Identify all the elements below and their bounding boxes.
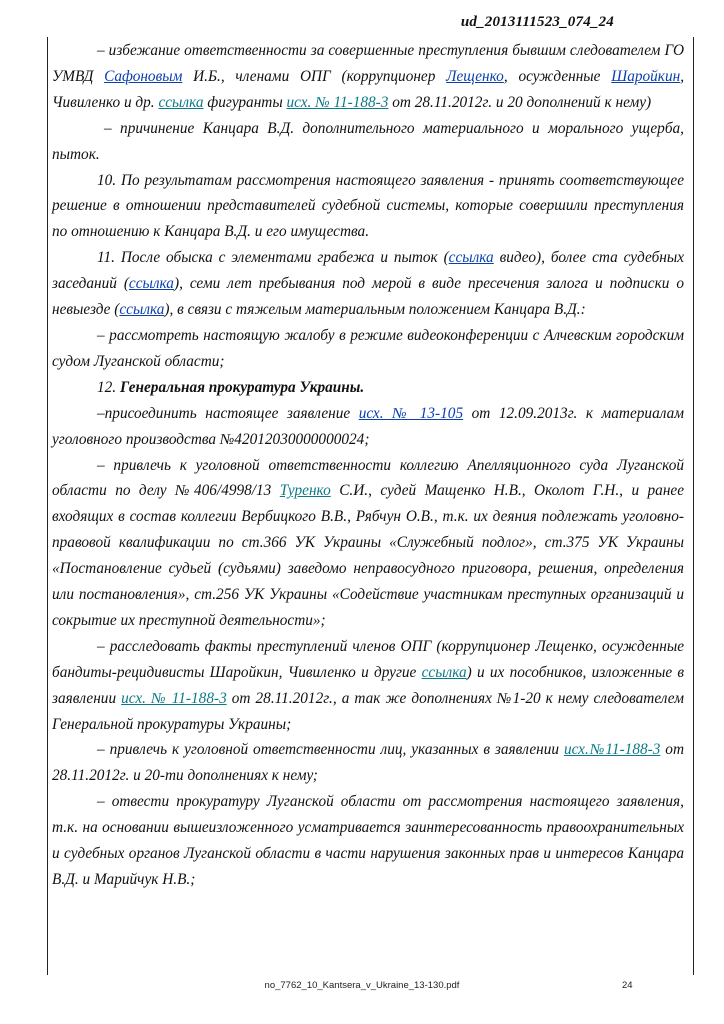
- link-reference[interactable]: ссылка: [158, 93, 204, 111]
- link-court-sessions[interactable]: ссылка: [128, 275, 174, 293]
- text: ) и их пособников, изложенные в заявлении: [52, 663, 685, 707]
- link-bail[interactable]: ссылка: [119, 301, 165, 319]
- paragraph-item-11: [52, 245, 684, 323]
- link-leshchenko[interactable]: Лещенко: [446, 67, 504, 85]
- text: –присоединить настоящее заявление: [97, 404, 359, 422]
- text: 11. После обыска с элементами грабежа и пыток (: [97, 249, 449, 267]
- paragraph-prosecute-court: [52, 453, 684, 634]
- link-sharoykin[interactable]: Шаройкин: [611, 67, 681, 85]
- paragraph-videoconference: – рассмотреть настоящую жалобу в режиме видеоконференции с Алчевским городским судом Луганской области;: [52, 326, 684, 370]
- section-heading: Генеральная прокуратура Украины.: [119, 378, 365, 396]
- text: от 28.11.2012г. и 20-ти дополнениях к нему;: [52, 741, 684, 785]
- link-video[interactable]: ссылка: [448, 249, 494, 267]
- link-reference-2[interactable]: ссылка: [421, 663, 467, 681]
- link-outgoing-11-188-3[interactable]: исх. № 11-188-3: [286, 93, 389, 111]
- link-outgoing-11-188-3-b[interactable]: исх. № 11-188-3: [121, 689, 227, 707]
- text: фигуранты: [203, 93, 287, 111]
- text: , осужденные: [503, 67, 612, 85]
- text: – расследовать факты преступлений членов ОПГ (коррупционер Лещенко, осужденные бандиты-рецидивисты Шаройкин, Чивиленко и другие: [52, 637, 684, 681]
- paragraph-damage: – причинение Канцара В.Д. дополнительного материального и морального ущерба, пыток.: [52, 119, 684, 163]
- link-outgoing-13-105[interactable]: исх. № 13-105: [358, 404, 464, 422]
- text: И.Б., членами ОПГ (коррупционер: [182, 67, 447, 85]
- paragraph-recuse: – отвести прокуратуру Луганской области от рассмотрения настоящего заявления, т.к. на основании вышеизложенного усматривается заинтересованность правоохранительных и судебных органов Луганской области в части нарушения законных прав и интересов Канцара В.Д. и Марийчук Н.В.;: [52, 793, 684, 888]
- text: , Чивиленко и др.: [52, 67, 685, 111]
- footer-filename: no_7762_10_Kantsera_v_Ukraine_13-130.pdf: [264, 980, 460, 991]
- item-number: 12.: [97, 378, 120, 396]
- text: от 28.11.2012г. и 20 дополнений к нему): [388, 93, 652, 111]
- text: С.И., судей Мащенко Н.В., Околот Г.Н., и ранее входящих в состав коллегии Вербицкого В.В., Рябчун О.В., т.к. их деяния подлежать уголовно-правовой квалификации по ст.366 УК Украины «Служебный подлог», ст.375 УК Украины «Постановление судьей (судьями) заведомо неправосудного приговора, решения, определения или постановления», ст.256 УК Украины «Содействие участникам преступных организаций и сокрытие их преступной деятельности»;: [52, 482, 684, 629]
- text: – привлечь к уголовной ответственности коллегию Апелляционного суда Луганской области по делу №406/4998/13: [52, 456, 684, 500]
- paragraph-item-12: [52, 375, 684, 401]
- text: ), семи лет пребывания под мерой в виде пресечения залога и подписки о невыезде (: [52, 275, 684, 319]
- link-outgoing-11-188-3-c[interactable]: исх.№11-188-3: [563, 741, 661, 759]
- paragraph-avoidance: [52, 38, 684, 116]
- text: – избежание ответственности за совершенные преступления бывшим следователем ГО УМВД: [52, 42, 684, 85]
- paragraph-item-10: 10. По результатам рассмотрения настоящего заявления - принять соответствующее решение в отношении представителей судебной системы, которые совершили преступления по отношению к Канцара В.Д. и его имущества.: [52, 171, 684, 241]
- text: – привлечь к уголовной ответственности лиц, указанных в заявлении: [97, 741, 564, 759]
- paragraph-attach: [52, 401, 684, 453]
- text: ), в связи с тяжелым материальным положением Канцара В.Д.:: [164, 301, 586, 319]
- text: видео), более ста судебных заседаний (: [52, 249, 684, 293]
- paragraph-investigate: [52, 634, 684, 738]
- document-id: ud_2013111523_074_24: [460, 14, 614, 30]
- paragraph-prosecute-persons: [52, 737, 684, 789]
- page-number: 24: [622, 980, 633, 991]
- document-body: [52, 38, 684, 893]
- link-safonov[interactable]: Сафоновым: [104, 67, 183, 85]
- link-turenko[interactable]: Туренко: [279, 482, 331, 500]
- text: от 12.09.2013г. к материалам уголовного производства №42012030000000024;: [52, 404, 684, 448]
- text: от 28.11.2012г., а так же дополнениях №1-20 к нему следователем Генеральной прокуратуры Украины;: [52, 689, 684, 733]
